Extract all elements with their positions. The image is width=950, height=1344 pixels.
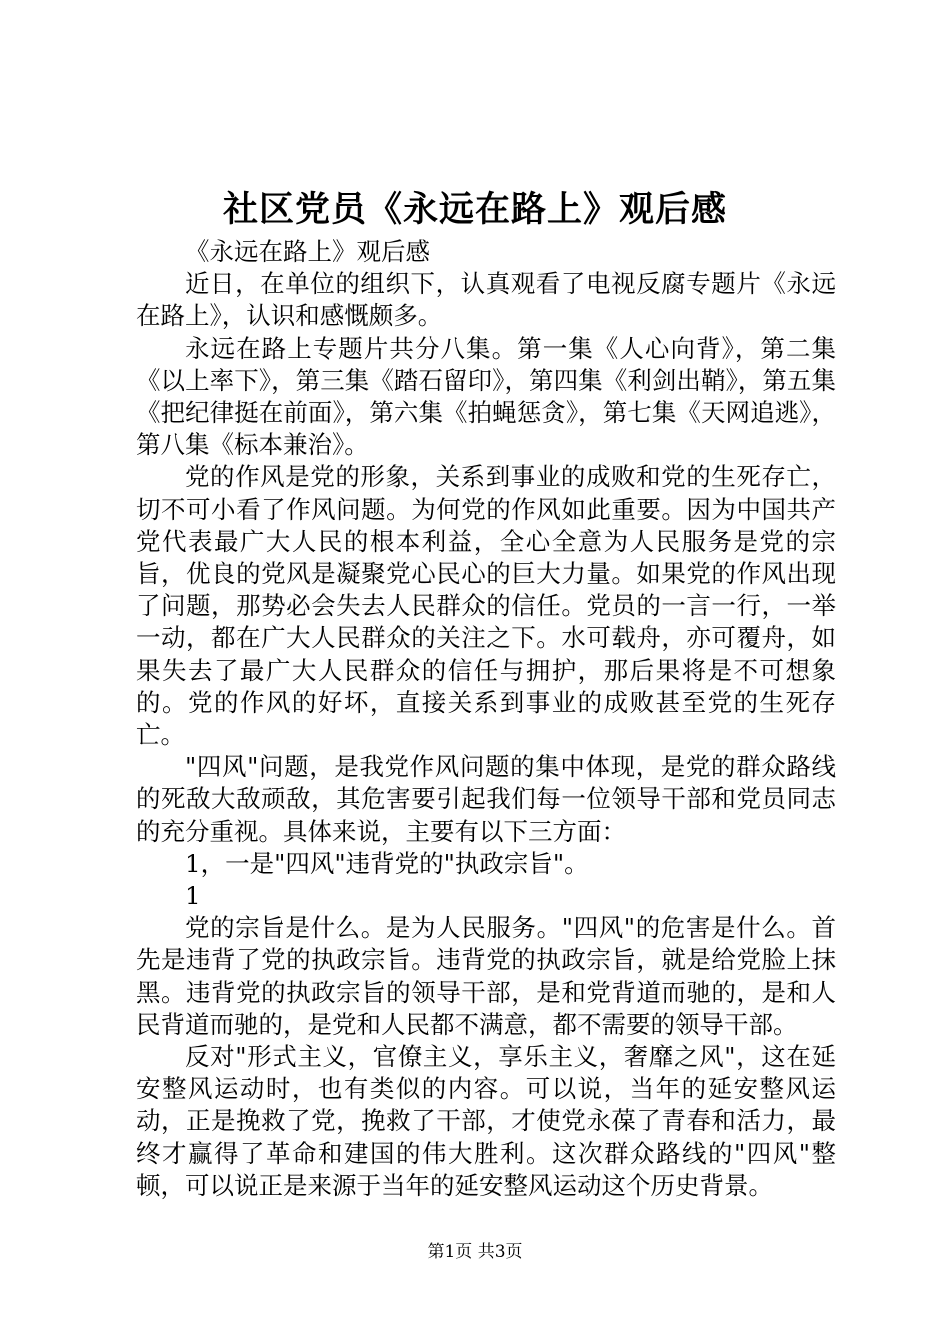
paragraph-subtitle: 《永远在路上》观后感 xyxy=(185,237,430,266)
paragraph-episodes: 永远在路上专题片共分八集。第一集《人心向背》，第二集《以上率下》，第三集《踏石留印》，第四集《利剑出鞘》，第五集《把纪律挺在前面》，第六集《拍蝇惩贪》，第七集《天网追逃》，第八集《标本兼治》。 xyxy=(136,333,836,460)
page-footer: 第1页 共3页 xyxy=(427,1242,523,1262)
paragraph-yanan: 反对"形式主义，官僚主义，享乐主义，奢靡之风"，这在延安整风运动时，也有类似的内容。可以说，当年的延安整风运动，正是挽救了党，挽救了干部，才使党永葆了青春和活力，最终才赢得了革命和建国的伟大胜利。这次群众路线的"四风"整顿，可以说正是来源于当年的延安整风运动这个历史背景。 xyxy=(136,1042,836,1200)
paragraph-point-one: 1，一是"四风"违背党的"执政宗旨"。 xyxy=(185,848,589,878)
paragraph-intro: 近日，在单位的组织下，认真观看了电视反腐专题片《永远在路上》，认识和感慨颇多。 xyxy=(136,269,836,331)
paragraph-party-purpose: 党的宗旨是什么。是为人民服务。"四风"的危害是什么。首先是违背了党的执政宗旨。违背党的执政宗旨，就是给党脸上抹黑。违背党的执政宗旨的领导干部，是和党背道而驰的，是和人民背道而驰的，是党和人民都不满意，都不需要的领导干部。 xyxy=(136,913,836,1039)
paragraph-stray-number: 1 xyxy=(185,881,201,911)
document-body xyxy=(136,236,836,1202)
paragraph-party-style: 党的作风是党的形象，关系到事业的成败和党的生死存亡，切不可小看了作风问题。为何党的作风如此重要。因为中国共产党代表最广大人民的根本利益，全心全意为人民服务是党的宗旨，优良的党风是凝聚党心民心的巨大力量。如果党的作风出现了问题，那势必会失去人民群众的信任。党员的一言一行，一举一动，都在广大人民群众的关注之下。水可载舟，亦可覆舟，如果失去了最广大人民群众的信任与拥护，那后果将是不可想象的。党的作风的好坏，直接关系到事业的成败甚至党的生死存亡。 xyxy=(136,462,836,750)
paragraph-four-winds: "四风"问题，是我党作风问题的集中体现，是党的群众路线的死敌大敌顽敌，其危害要引起我们每一位领导干部和党员同志的充分重视。具体来说，主要有以下三方面： xyxy=(136,752,836,846)
document-title: 社区党员《永远在路上》观后感 xyxy=(222,189,727,230)
